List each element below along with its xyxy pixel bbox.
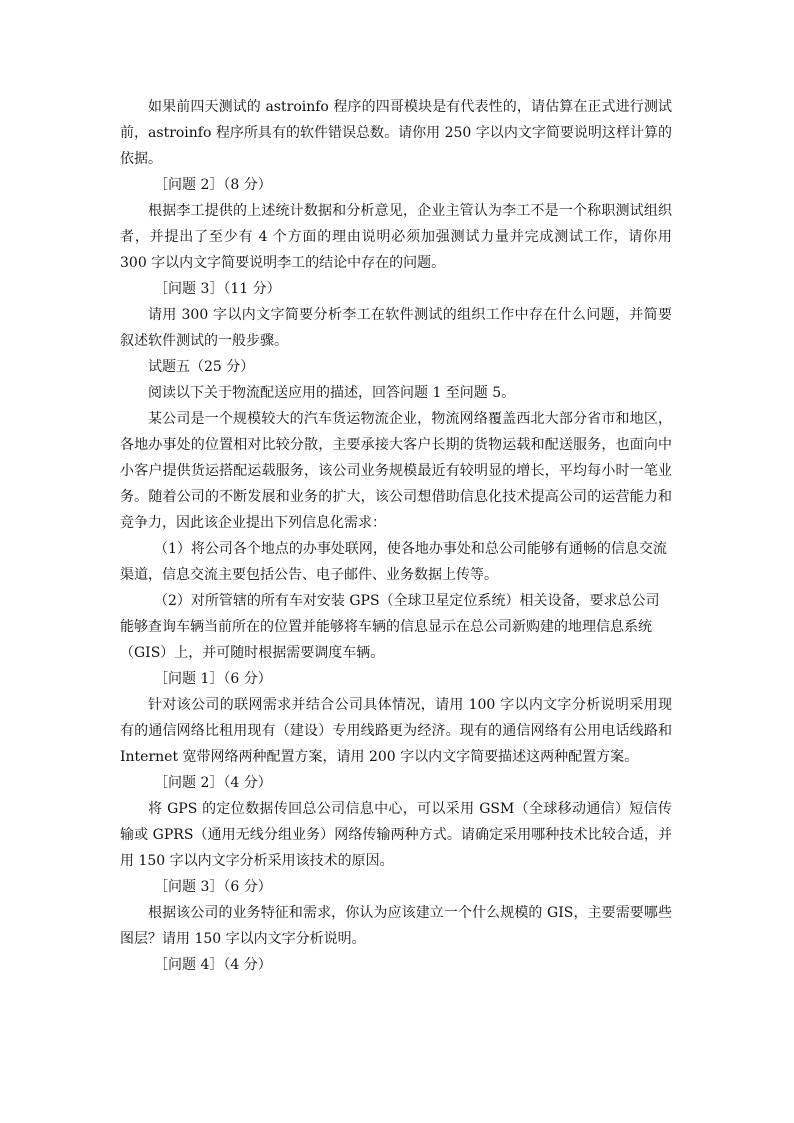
scenario-paragraph: 某公司是一个规模较大的汽车货运物流企业，物流网络覆盖西北大部分省市和地区，各地办事处的位置相对比较分散，主要承接大客户长期的货物运载和配送服务，也面向中小客户提供货运搭配运载服务，该公司业务规模最近有较明显的增长，平均每小时一笔业务。随着公司的不断发展和业务的扩大，该公司想借助信息化技术提高公司的运营能力和竞争力，因此该企业提出下列信息化需求： xyxy=(120,411,672,531)
paragraph-question-3b-body: 根据该公司的业务特征和需求，你认为应该建立一个什么规模的 GIS，主要需要哪些图层？请用 150 字以内文字分析说明。 xyxy=(120,905,672,947)
paragraph-question-1-body: 针对该公司的联网需求并结合公司具体情况，请用 100 字以内文字分析说明采用现有的通信网络比租用现有（建设）专用线路更为经济。现有的通信网络有公用电话线路和 Internet 宽带网络两种配置方案，请用 200 字以内文字简要描述这两种配置方案。 xyxy=(120,697,672,765)
requirement-2: （2）对所管辖的所有车对安装 GPS（全球卫星定位系统）相关设备，要求总公司能够查询车辆当前所在的位置并能够将车辆的信息显示在总公司新购建的地理信息系统（GIS）上，并可随时根据需要调度车辆。 xyxy=(120,593,660,661)
question-2-heading: ［问题 2］（8 分） xyxy=(154,177,272,193)
paragraph-q1-instruction: 如果前四天测试的 astroinfo 程序的四哥模块是有代表性的，请估算在正式进行测试前，astroinfo 程序所具有的软件错误总数。请你用 250 字以内文字简要说明这样计算的依据。 xyxy=(120,99,672,167)
question-4-heading: ［问题 4］（4 分） xyxy=(154,957,272,973)
question-3b-heading: ［问题 3］（6 分） xyxy=(154,879,272,895)
question-2b-heading: ［问题 2］（4 分） xyxy=(154,775,272,791)
document-page xyxy=(120,94,672,978)
paragraph-question-2b-body: 将 GPS 的定位数据传回总公司信息中心，可以采用 GSM（全球移动通信）短信传输或 GPRS（通用无线分组业务）网络传输两种方式。请确定采用哪种技术比较合适，并用 150 字以内文字分析采用该技术的原因。 xyxy=(120,801,672,869)
paragraph-q3-body: 请用 300 字以内文字简要分析李工在软件测试的组织工作中存在什么问题，并简要叙述软件测试的一般步骤。 xyxy=(120,307,672,349)
question-3-heading: ［问题 3］（11 分） xyxy=(154,281,281,297)
exam-question-5-title: 试题五（25 分） xyxy=(148,359,255,375)
reading-instruction: 阅读以下关于物流配送应用的描述，回答问题 1 至问题 5。 xyxy=(148,385,516,401)
paragraph-q2-body: 根据李工提供的上述统计数据和分析意见，企业主管认为李工不是一个称职测试组织者，并提出了至少有 4 个方面的理由说明必须加强测试力量并完成测试工作，请你用 300 字以内文字简要说明李工的结论中存在的问题。 xyxy=(120,203,672,271)
question-1-heading: ［问题 1］（6 分） xyxy=(154,671,272,687)
requirement-1: （1）将公司各个地点的办事处联网，使各地办事处和总公司能够有通畅的信息交流渠道，信息交流主要包括公告、电子邮件、业务数据上传等。 xyxy=(120,541,667,583)
